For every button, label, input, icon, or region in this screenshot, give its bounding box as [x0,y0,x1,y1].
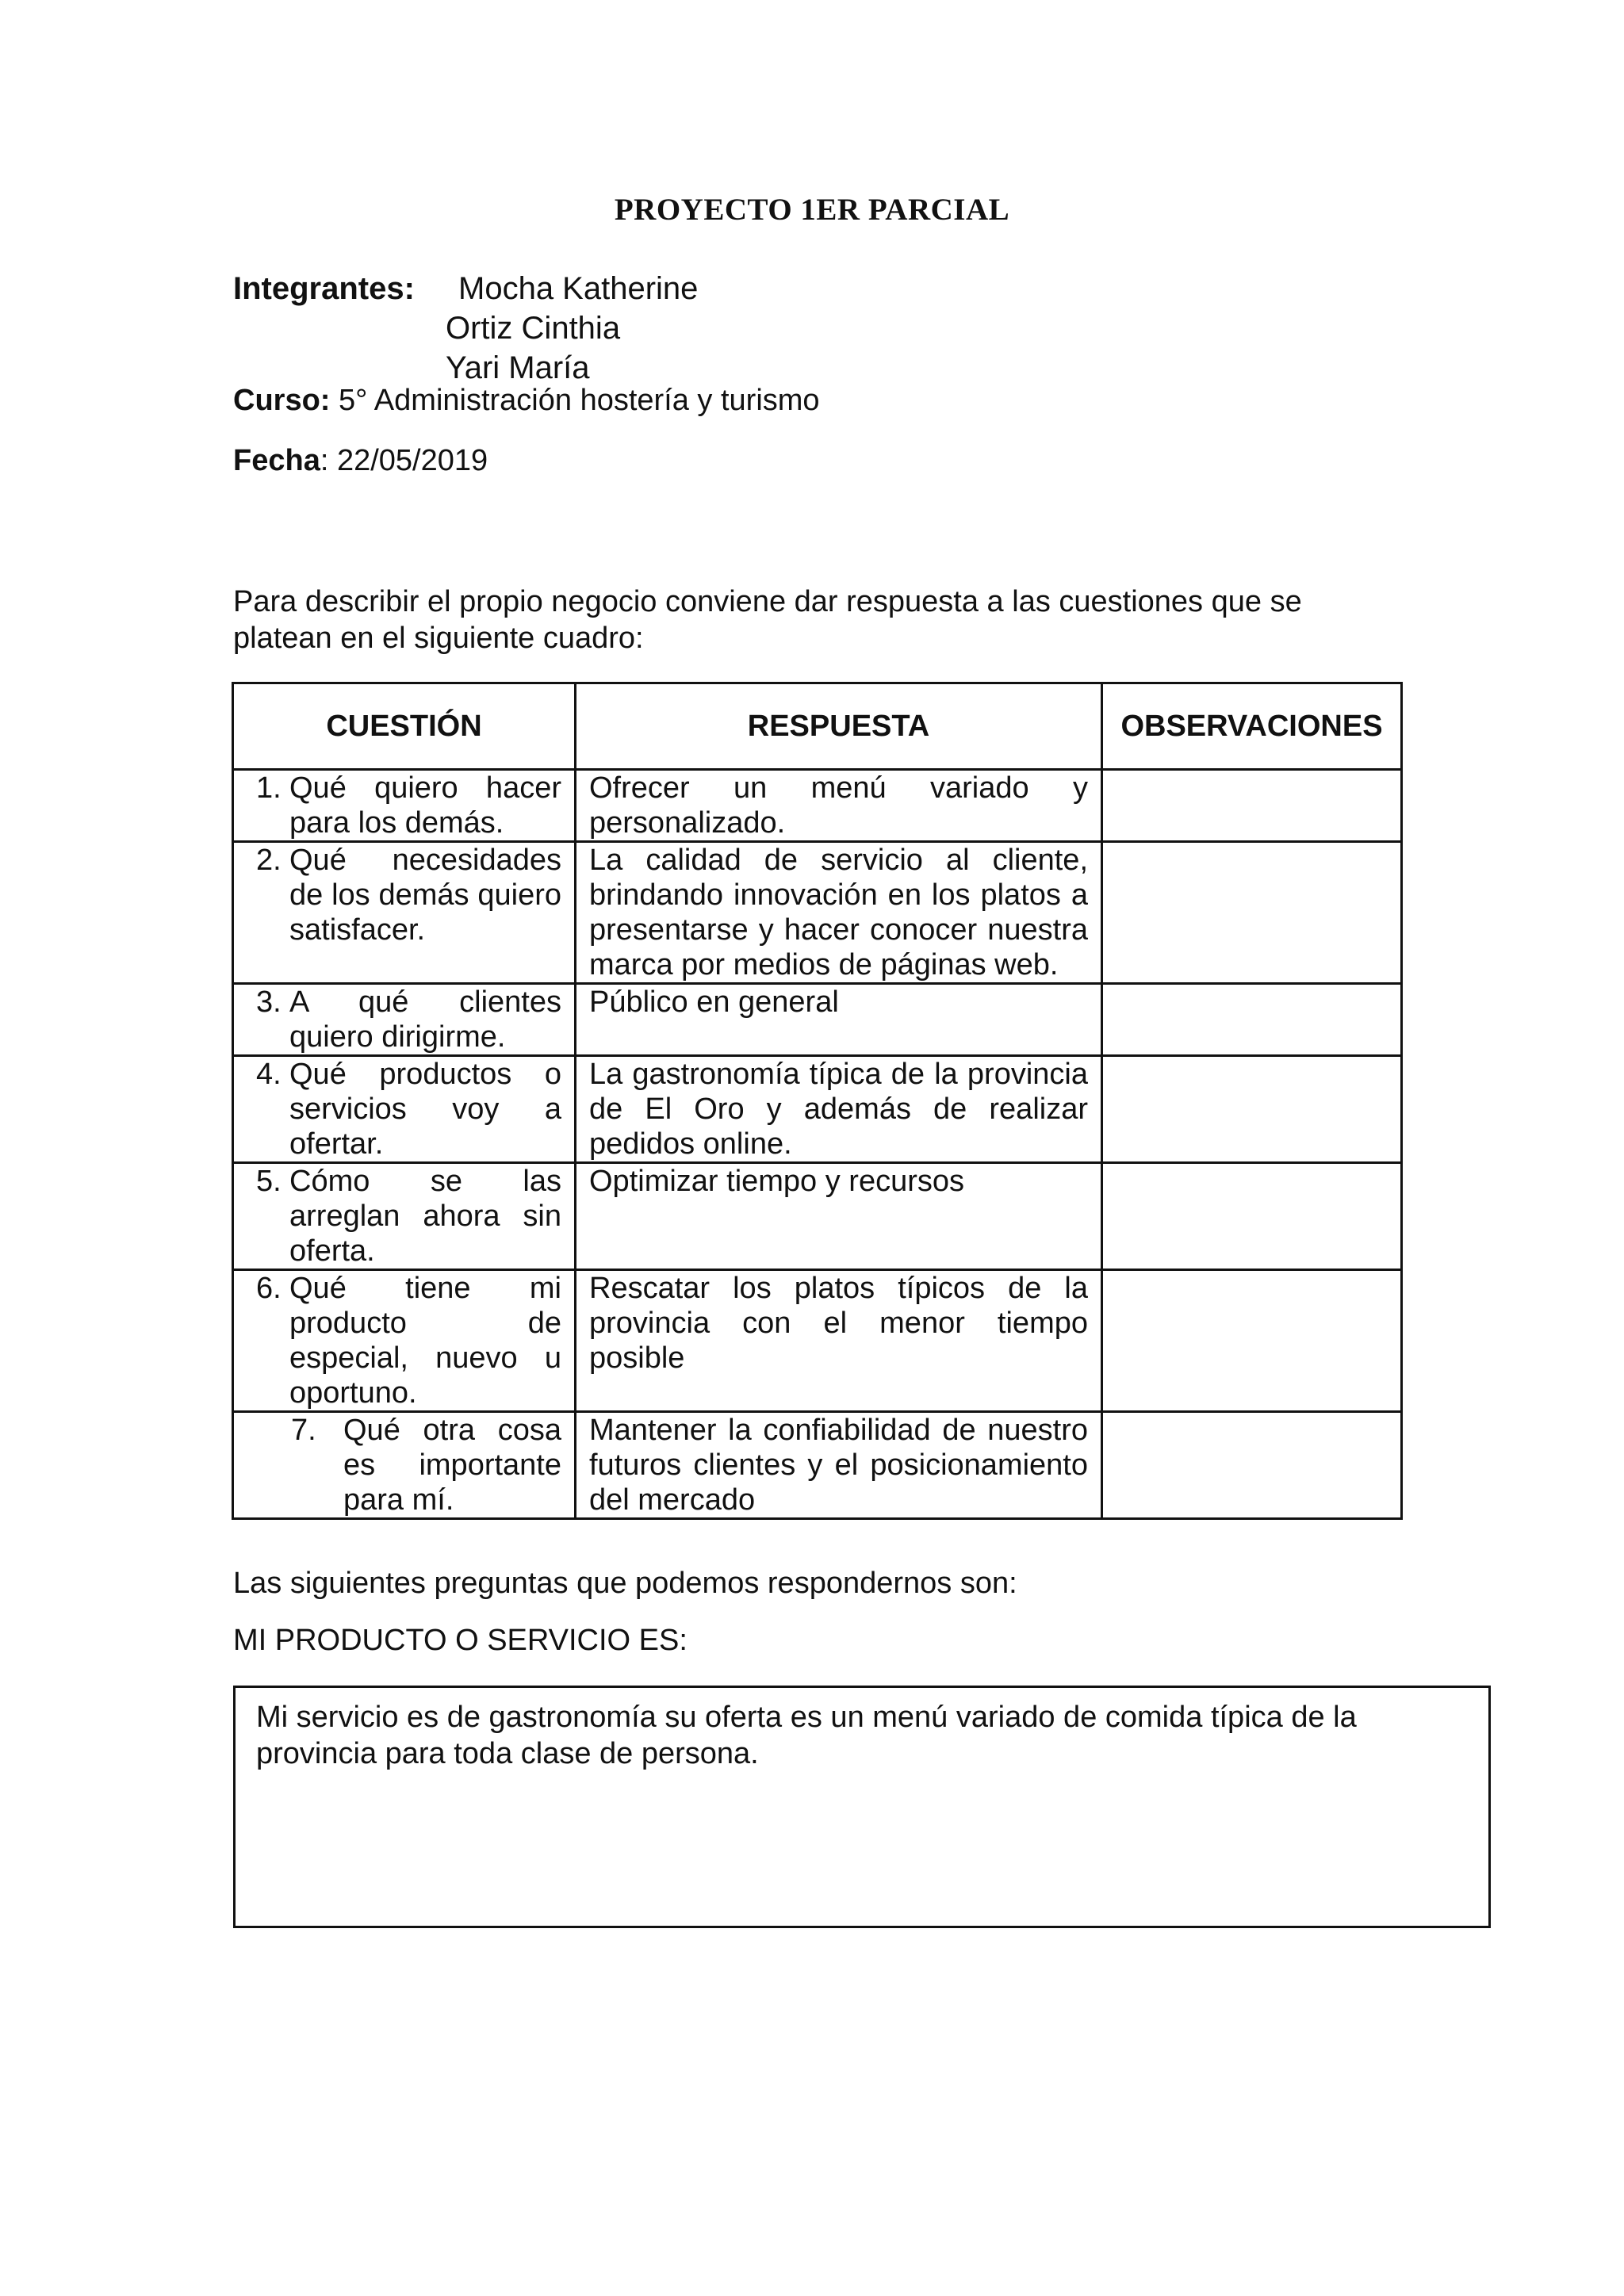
product-heading: MI PRODUCTO O SERVICIO ES: [233,1624,688,1657]
answer-cell: Optimizar tiempo y recursos [576,1163,1102,1270]
table-row [233,1163,1402,1270]
questions-table [232,682,1403,1520]
question-number: 6. [256,1272,282,1305]
header-cuestion: CUESTIÓN [233,683,576,770]
question-text: Qué quiero hacer para los demás. [289,771,561,840]
answer-cell: La gastronomía típica de la provincia de El Oro y además de realizar pedidos online. [576,1056,1102,1163]
answer-cell: Público en general [576,984,1102,1056]
observation-cell [1102,770,1402,842]
question-number: 4. [256,1058,282,1091]
question-cell [233,1163,576,1270]
date-label: Fecha [233,444,320,477]
observation-cell [1102,1163,1402,1270]
date-line [233,444,488,478]
question-cell [233,1056,576,1163]
table-row [233,1270,1402,1412]
product-answer-box [233,1686,1491,1928]
question-text: Qué necesidades de los demás quiero satisfacer. [289,844,561,947]
question-number: 3. [256,985,282,1019]
question-cell [233,1412,576,1519]
answer-cell: Ofrecer un menú variado y personalizado. [576,770,1102,842]
table-row [233,770,1402,842]
document-title: PROYECTO 1ER PARCIAL [614,193,1010,227]
question-number: 7. [291,1414,316,1447]
header-observaciones: OBSERVACIONES [1102,683,1402,770]
question-cell [233,1270,576,1412]
date-value: : 22/05/2019 [320,444,488,477]
question-number: 1. [256,771,282,805]
observation-cell [1102,984,1402,1056]
member-name: Yari María [446,350,590,385]
question-cell [233,984,576,1056]
header-respuesta: RESPUESTA [576,683,1102,770]
question-cell [233,842,576,984]
following-questions-text: Las siguientes preguntas que podemos respondernos son: [233,1567,1017,1600]
question-text: Qué otra cosa es importante para mí. [343,1414,561,1517]
observation-cell [1102,842,1402,984]
member-name: Mocha Katherine [458,271,699,306]
member-name: Ortiz Cinthia [446,311,621,346]
question-text: A qué clientes quiero dirigirme. [289,985,561,1054]
answer-cell: Mantener la confiabilidad de nuestro futuros clientes y el posicionamiento del mercado [576,1412,1102,1519]
course-value: 5° Administración hostería y turismo [339,384,820,417]
course-label: Curso: [233,384,331,417]
members-label: Integrantes: [233,271,415,306]
question-cell [233,770,576,842]
course-line [233,384,820,418]
table-header-row [233,683,1402,770]
table-row [233,984,1402,1056]
question-text: Qué tiene mi producto de especial, nuevo u oportuno. [289,1272,561,1410]
question-text: Qué productos o servicios voy a ofertar. [289,1058,561,1161]
table-row [233,1056,1402,1163]
observation-cell [1102,1270,1402,1412]
observation-cell [1102,1412,1402,1519]
question-number: 5. [256,1165,282,1198]
table-row [233,1412,1402,1519]
intro-paragraph: Para describir el propio negocio conviene dar respuesta a las cuestiones que se platean en el siguiente cuadro: [233,585,1302,655]
answer-cell: La calidad de servicio al cliente, brindando innovación en los platos a presentarse y hacer conocer nuestra marca por medios de páginas web. [576,842,1102,984]
answer-cell: Rescatar los platos típicos de la provincia con el menor tiempo posible [576,1270,1102,1412]
question-text: Cómo se las arreglan ahora sin oferta. [289,1165,561,1268]
question-number: 2. [256,844,282,877]
observation-cell [1102,1056,1402,1163]
product-answer-text: Mi servicio es de gastronomía su oferta es un menú variado de comida típica de la provincia para toda clase de persona. [256,1701,1357,1770]
table-row [233,842,1402,984]
